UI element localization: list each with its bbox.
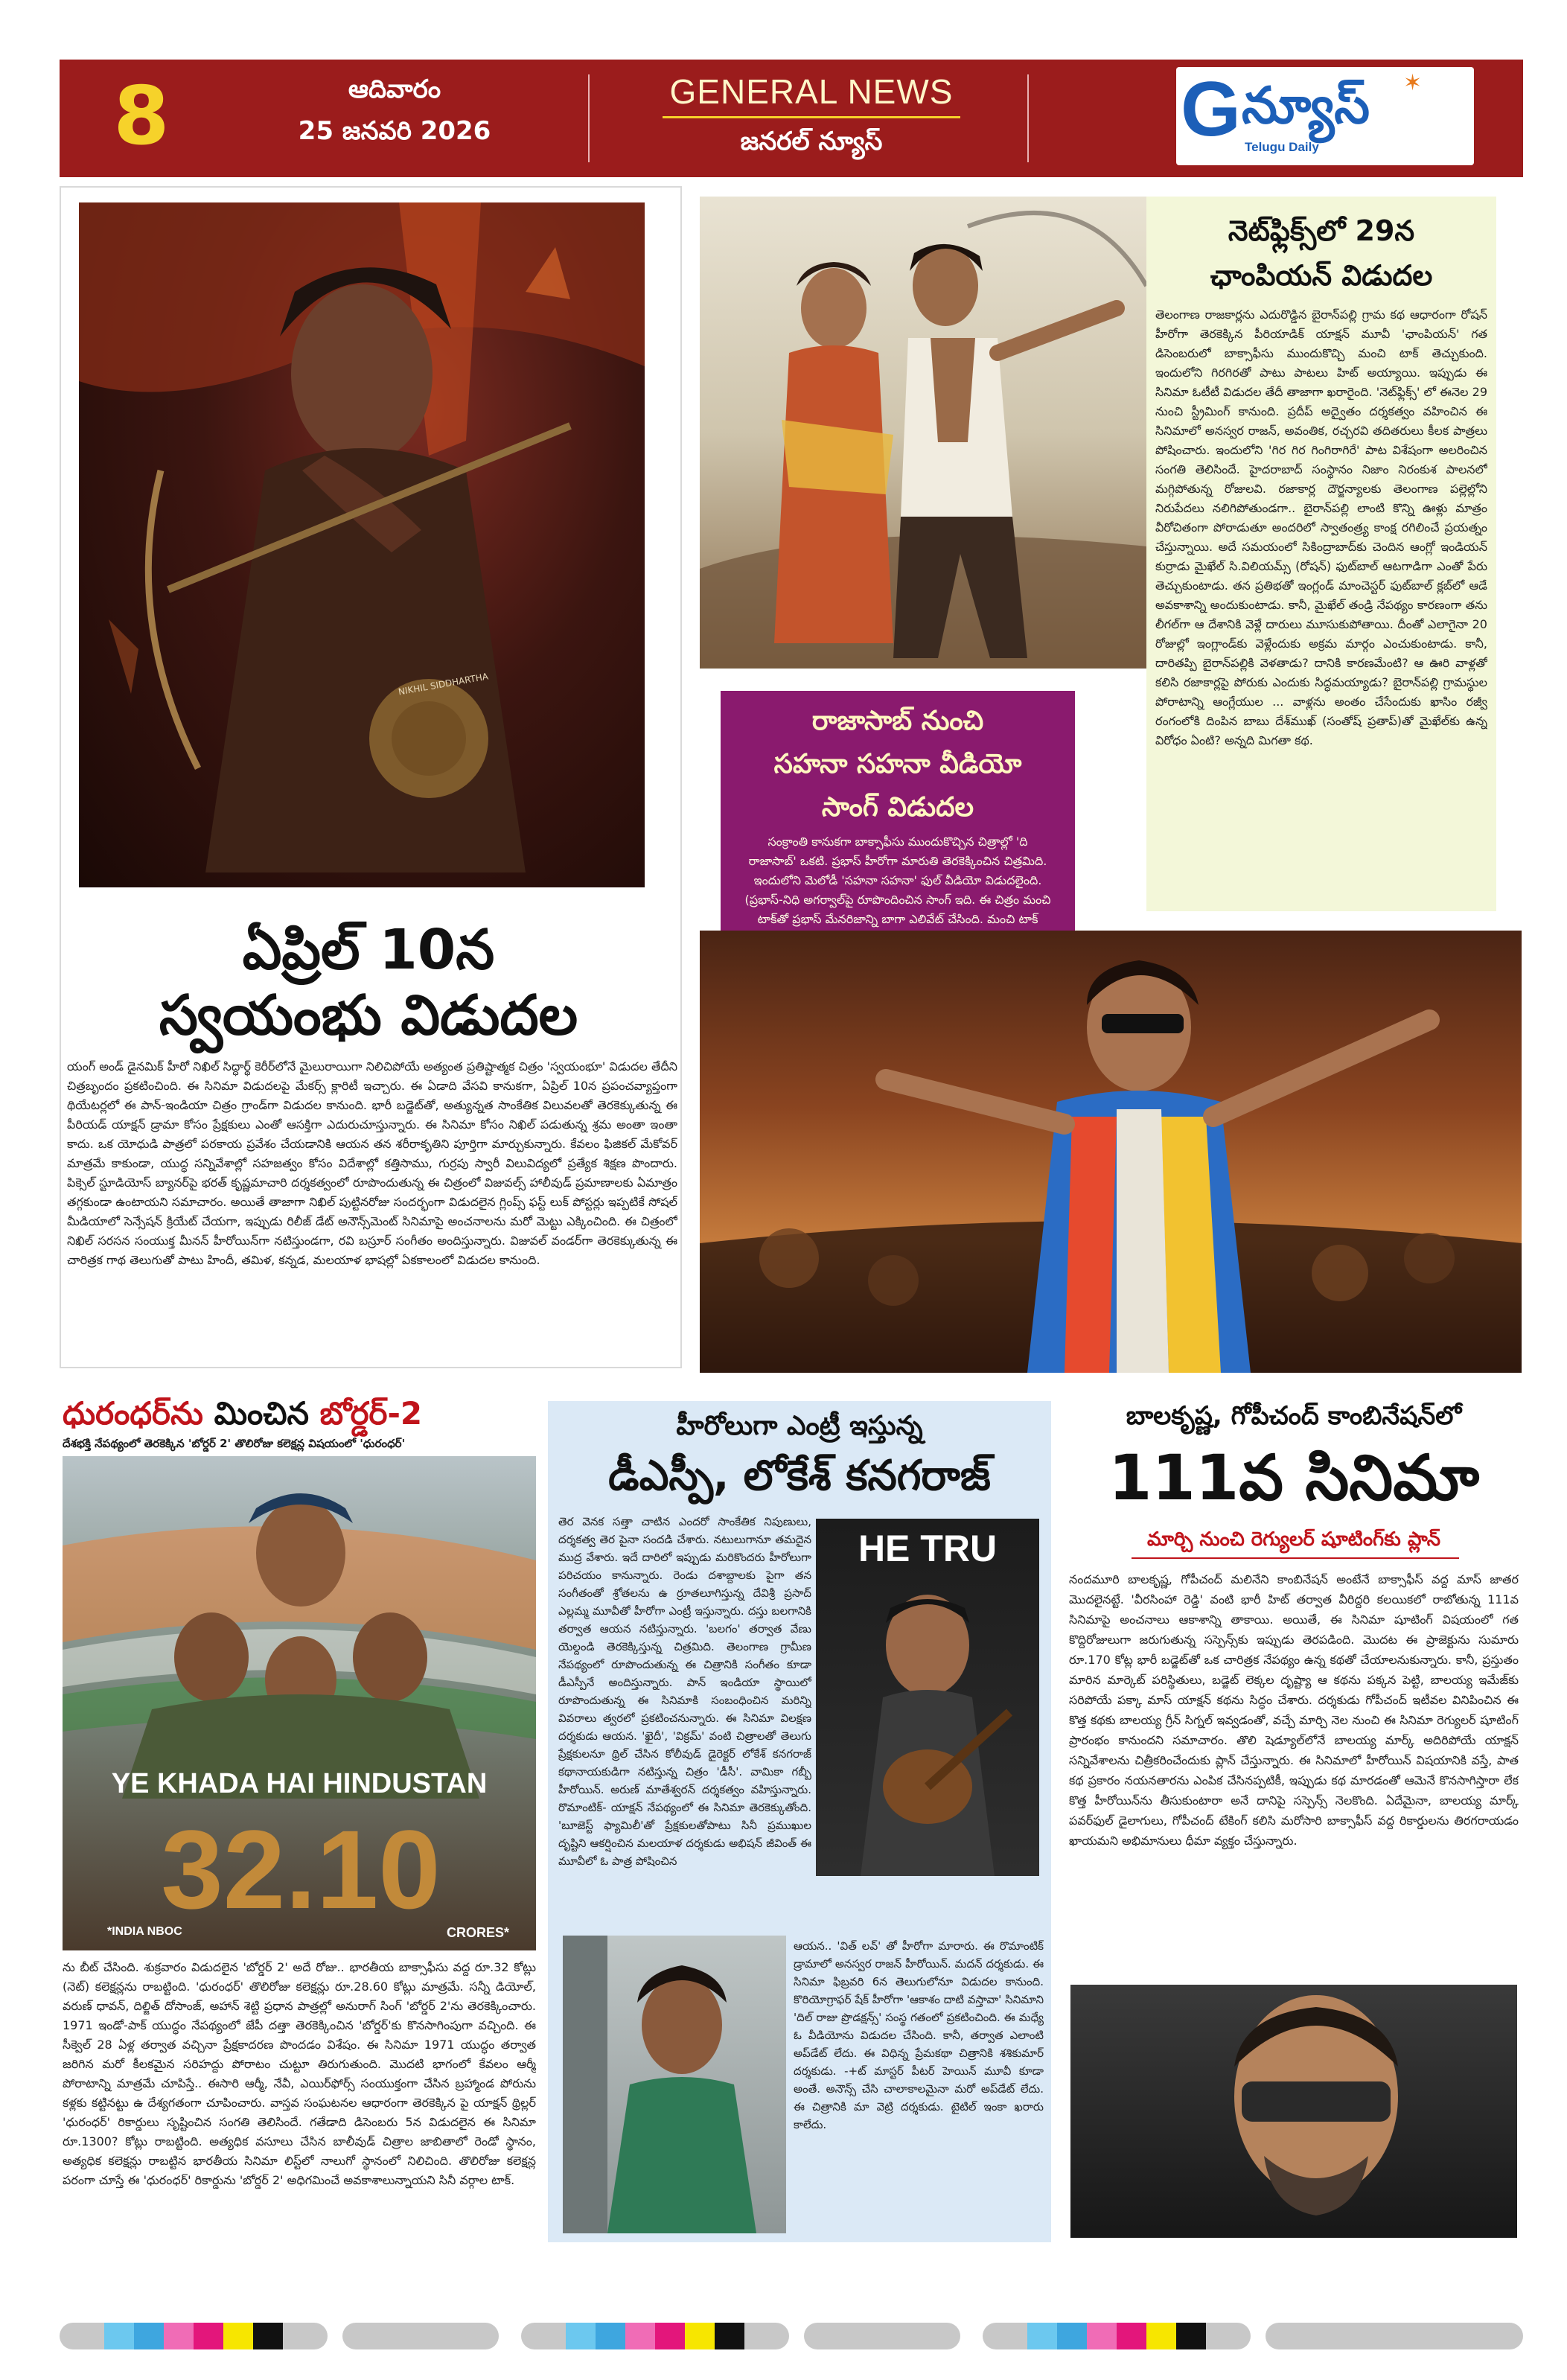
prabhas-dance-illustration — [700, 931, 1522, 1373]
strip-magenta-light — [1087, 2323, 1117, 2349]
logo-star-icon: ✶ — [1403, 70, 1423, 96]
strip-yellow — [1146, 2323, 1176, 2349]
border-poster-tagline: YE KHADA HAI HINDUSTAN — [111, 1768, 488, 1799]
swayambhu-body: యంగ్ అండ్ డైనమిక్ హీరో నిఖిల్ సిద్ధార్థ్ కెరీర్‌లోనే మైలురాయిగా నిలిచిపోయే అత్యంత ప్రతిష్టాత్మక చిత్రం 'స్వయంభూ' విడుదల తేదీని చిత్రబృందం ప్రకటించింది. ఈ సినిమా విడుదలపై మేకర్స్ క్లారిటీ ఇచ్చారు. ఈ ఏడాది వేసవి కానుకగా, ఏప్రిల్ 10న ప్రపంచవ్యాప్తంగా థియేటర్లలో ఈ పాన్-ఇండియా చిత్రం గ్రాండ్‌గా విడుదల కానుంది. భారీ బడ్జెట్‌తో, అత్యున్నత సాంకేతిక విలువలతో తెరకెక్కుతున్న ఈ పీరియడ్ యాక్షన్ డ్రామా కోసం ప్రేక్షకులు ఎంతో ఆసక్తిగా ఎదురుచూస్తున్నారు. ఈ సినిమా కోసం నిఖిల్ పడుతున్న శ్రమ అంతా ఇంతా కాదు. ఒక యోధుడి పాత్రలో పరకాయ ప్రవేశం చేయడానికి ఆయన తన శరీరాకృతిని పూర్తిగా మార్చుకున్నారు. కేవలం ఫిజికల్ మేకోవర్ మాత్రమే కాకుండా, యుద్ధ సన్నివేశాల్లో సహజత్వం కోసం విదేశాల్లో కత్తిసాము, గుర్రపు స్వారీ విలువిద్యలో ప్రత్యేక శిక్షణ పొందారు. పిక్సెల్ స్టూడియోస్ బ్యానర్‌పై భరత్ కృష్ణమాచారి దర్శకత్వంలో రూపొందుతున్న ఈ చిత్రంలో విజువల్స్ హాలీవుడ్ ప్రమాణాలకు ఏమాత్రం తగ్గకుండా ఉంటాయని సమాచారం. అయితే తాజాగా నిఖిల్ పుట్టినరోజు సందర్భంగా విడుదలైన గ్లింప్స్ ఫస్ట్ లుక్ పోస్టర్లు ఇప్పటికే సోషల్ మీడియాలో సెన్సేషన్ క్రియేట్ చేయగా, ఇప్పుడు రిలీజ్ డేట్ అనౌన్స్‌మెంట్ సినిమాపై అంచనాలను మరో మెట్టు ఎక్కించింది. ఈ చిత్రంలో నిఖిల్ సరసన సంయుక్త మీనన్ హీరోయిన్‌గా నటిస్తుండగా, రవి బస్రూర్ సంగీతం అందిస్తున్నారు. విజువల్ వండర్‌గా తెరకెక్కుతున్న ఈ చారిత్రక గాథ తెలుగుతో పాటు హిందీ, తమిళ, కన్నడ, మలయాళ భాషల్లో ఏకకాలంలో విడుదల కానుంది. — [67, 1059, 677, 1267]
strip-gray-bar — [1266, 2323, 1523, 2349]
strip-black — [253, 2323, 283, 2349]
border-poster-crores: CRORES* — [446, 1925, 509, 1940]
poster-signature: NIKHIL SIDDHARTHA — [398, 671, 489, 698]
warrior-archer-illustration — [79, 202, 645, 887]
champion-headline-line1: నెట్‌ఫ్లిక్స్‌లో 29న — [1228, 214, 1415, 247]
rajasaab-prabhas-image — [700, 931, 1522, 1373]
strip-gray-bar — [342, 2323, 499, 2349]
dsp-kicker: హీరోలుగా ఎంట్రీ ఇస్తున్న — [676, 1411, 923, 1441]
champion-still-image — [700, 197, 1146, 669]
strip-cyan-light — [1027, 2323, 1057, 2349]
strip-gray-bar — [744, 2323, 789, 2349]
section-label-telugu: జనరల్ న్యూస్ — [740, 127, 883, 156]
strip-magenta-light — [625, 2323, 655, 2349]
champion-body: తెలంగాణ రాజకార్లను ఎదురొడ్డిన బైరాన్‌పల్లి గ్రామ కథ ఆధారంగా రోషన్ హీరోగా తెరకెక్కిన పీరియాడిక్ యాక్షన్ మూవీ 'ఛాంపియన్' గత డిసెంబరులో బాక్సాఫీసు ముందుకొచ్చి మంచి టాక్ తెచ్చుకుంది. ఇందులోని గిరగిరతో పాటు పాటలు హిట్ అయ్యాయి. ఇప్పుడు ఈ సినిమా ఓటీటీ విడుదల తేదీ తాజాగా ఖరారైంది. 'నెట్‌ఫ్లిక్స్' లో ఈనెల 29 నుంచి స్ట్రీమింగ్ కానుంది. ప్రదీప్ అద్వైతం దర్శకత్వం వహించిన ఈ సినిమాలో అనస్వర రాజన్, అవంతిక, రచ్చరవి తదితరులు కీలక పాత్రలు పోషించారు. ఇందులోని 'గిర గిర గింగిరాగిరే' పాట విశేషంగా అలరించిన సంగతి తెలిసిందే. హైదరాబాద్ సంస్థానం నిజాం నిరంకుశ పాలనలో మగ్గిపోతున్న రోజులవి. రజాకార్ల దౌర్జన్యాలకు తెలంగాణ పల్లెల్లోని నిరుపేదలు నలిగిపోతుండగా.. బైరాన్‌పల్లి లాంటి కొన్ని ఊళ్లు మాత్రం వీరోచితంగా పోరాడుతూ అందరిలో స్వాతంత్ర్య కాంక్ష రగిలించే ప్రయత్నం చేస్తున్నాయి. అదే సమయంలో సికింద్రాబాద్‌కు చెందిన ఆంగ్లో ఇండియన్ కుర్రాడు మైఖేల్ సి.విలియమ్స్ (రోషన్) ఫుట్‌బాల్ ఆటగాడిగా ఎంతో పేరు తెచ్చుకుంటాడు. తన ప్రతిభతో ఇంగ్లండ్ మాంచెస్టర్ ఫుట్‌బాల్ క్లబ్‌లో ఆడే అవకాశాన్ని అందుకుంటాడు. కానీ, మైఖేల్ తండ్రి నేపథ్యం కారణంగా తను లీగల్‌గా ఆ దేశానికి వెళ్లే దారులు మూసుకుపోతాయి. దీంతో ఎలాగైనా 20 రోజుల్లో ఇంగ్లాండ్‌కు వెళ్లేందుకు అక్రమ మార్గం ఎంచుకుంటాడు. కానీ, దారితప్పి బైరాన్‌పల్లికి వెళతాడు? దానికి కారణమేంటి? ఆ ఊరి వాళ్లతో కలిసి రజాకార్లపై పోరుకు ఎందుకు సిద్ధమయ్యాడు? బైరాన్‌పల్లి గ్రామస్థుల పోరాటాన్ని ఆంగ్లేయుల ... వాళ్లను అంతం చేసేందుకు ఖాసిం రజ్వీ రంగంలోకి దింపిన బాబు దేశ్‌ముఖ్ (సంతోష్ ప్రతాప్)తో మైఖేల్‌కు ఉన్న విరోధం ఏంటి? అన్నది మిగతా కథ. — [1155, 307, 1487, 747]
border-headline-part3: బోర్డర్-2 — [319, 1395, 423, 1432]
balakrishna-portrait-illustration — [1070, 1985, 1517, 2238]
dsp-body-part2: ఆయన.. 'విత్ లవ్' తో హీరోగా మారారు. ఈ రొమాంటిక్ డ్రామాలో అనస్వర రాజన్ హీరోయిన్. మదన్ దర్శకుడు. ఈ సినిమా ఫిబ్రవరి 6న తెలుగులోనూ విడుదల కానుంది. కొరియోగ్రాఫర్ షేక్ హీరోగా 'ఆకాశం దాటి వస్తావా' సినిమాని 'దిల్ రాజు ప్రొడక్షన్స్' సంస్థ గతంలో ప్రకటించింది. ఈ మధ్యే ఓ వీడియోను విడుదల చేసింది. కానీ, తర్వాత ఎలాంటి అప్‌డేట్ లేదు. ఈ విధిన్న ప్రేమకథా చిత్రానికి శశికుమార్ దర్శకుడు. -+ట్ మాస్టర్ పీటర్ హెయిన్ మూవీ కూడా అంతే. అనౌన్స్ చేసి చాలాకాలమైనా మరో అప్‌డేట్ లేదు. ఈ చిత్రానికి మా వెట్రి దర్శకుడు. టైటిల్ ఇంకా ఖరారు కాలేదు. — [794, 1939, 1044, 2131]
nbk-body: నందమూరి బాలకృష్ణ, గోపీచంద్ మలినేని కాంబినేషన్ అంటేనే బాక్సాఫీస్ వద్ద మాస్ జాతర మొదలైనట్టే. 'వీరసింహా రెడ్డి' వంటి భారీ హిట్ తర్వాత వీరిద్దరి కలయికలో రాబోతున్న 111వ సినిమాపై అంచనాలు ఆకాశాన్ని తాకాయి. అయితే, ఈ సినిమా షూటింగ్ విషయంలో గత కొద్దిరోజులుగా జరుగుతున్న సస్పెన్స్‌కు ఇప్పుడు తెరపడింది. మొదట ఈ ప్రాజెక్టును సుమారు రూ.170 కోట్ల భారీ బడ్జెట్‌తో ఒక చారిత్రక నేపథ్యం ఉన్న కథతో చేయాలనుకున్నారు. కానీ, ప్రస్తుతం మారిన మార్కెట్ పరిస్థితులు, బడ్జెట్ లెక్కల దృష్ట్యా ఆ కథను పక్కన పెట్టి, బాలయ్య ఇమేజ్‌కు సరిపోయే పక్కా మాస్ యాక్షన్ కథను సిద్ధం చేశారు. దర్శకుడు గోపీచంద్ ఇటీవల వినిపించిన ఈ కొత్త కథకు బాలయ్య గ్రీన్ సిగ్నల్ ఇవ్వడంతో, వచ్చే మార్చి నెల నుంచి ఈ సినిమా రెగ్యులర్ షూటింగ్ ప్రారంభం కానుందని సమాచారం. తొలి షెడ్యూల్‌లోనే బాలయ్య మార్క్ అదిరిపోయే యాక్షన్ సన్నివేశాలను చిత్రీకరించేందుకు ప్లాన్ చేస్తున్నారు. ఈ సినిమాలో హీరోయిన్ విషయానికి వస్తే, పాత కథ ప్రకారం నయనతారను ఎంపిక చేసినప్పటికీ, ఇప్పుడు కథ మారడంతో ఆమెనే కొనసాగిస్తారా లేక కొత్త హీరోయిన్‌ను తీసుకుంటారా అనే దానిపై సస్పెన్స్ నెలకొంది. ఏదేమైనా, బాలయ్య మార్క్ పవర్‌ఫుల్ డైలాగులు, గోపీచంద్ టేకింగ్ కలిసి మరోసారి బాక్సాఫీస్ వద్ద రికార్డులను తిరగరాయడం ఖాయమని అభిమానులు ధీమా వ్యక్తం చేస్తున్నారు. — [1069, 1572, 1519, 1848]
section-label — [640, 68, 983, 165]
champion-headline-line2: ఛాంపియన్ విడుదల — [1210, 259, 1433, 292]
nbk-headline: 111వ సినిమా — [1108, 1441, 1480, 1514]
border-headline-part2: మించిన — [214, 1395, 309, 1432]
strip-cyan-dark — [1057, 2323, 1087, 2349]
strip-black — [715, 2323, 744, 2349]
strip-cyan-light — [566, 2323, 596, 2349]
strip-magenta-dark — [655, 2323, 685, 2349]
balakrishna-photo-image — [1070, 1985, 1517, 2238]
swayambhu-headline — [74, 917, 663, 1051]
swayambhu-headline-line1: ఏప్రిల్ 10న — [242, 918, 495, 982]
rajasaab-headline — [728, 700, 1067, 831]
rajasaab-headline-line1: రాజాసాబ్ నుంచి — [811, 706, 984, 736]
strip-yellow — [223, 2323, 253, 2349]
strip-cyan-dark — [596, 2323, 625, 2349]
dsp-headline: డీఎస్పీ, లోకేశ్ కనగరాజ్ — [608, 1452, 991, 1500]
border-subhead: దేశభక్తి నేపథ్యంలో తెరకెక్కిన 'బోర్డర్ 2' తొలిరోజు కలెక్షన్ల విషయంలో 'ధురంధర్' — [63, 1437, 406, 1450]
dateline-date: 25 జనవరి 2026 — [298, 116, 491, 146]
section-label-english: GENERAL NEWS — [669, 72, 954, 111]
nbk-subhead: మార్చి నుంచి రెగ్యులర్ షూటింగ్‌కు ప్లాన్ — [1147, 1528, 1440, 1551]
swayambhu-poster-image — [79, 202, 645, 887]
dateline — [253, 68, 536, 165]
rajasaab-body: సంక్రాంతి కానుకగా బాక్సాఫీసు ముందుకొచ్చిన చిత్రాల్లో 'ది రాజాసాబ్' ఒకటి. ప్రభాస్ హీరోగా మారుతి తెరకెక్కించిన చిత్రమిది. ఇందులోని మెలోడీ 'సహనా సహనా' ఫుల్ వీడియో విడుదలైంది. (ప్రభాస్-నిధి అగర్వాల్‌పై రూపొందించిన సాంగ్ ఇది. ఈ చిత్రం మంచి టాక్‌తో ప్రభాస్ మేనరిజాన్ని బాగా ఎలివేట్ చేసింది. మంచి టాక్ — [744, 835, 1051, 926]
page-number: 8 — [113, 70, 170, 163]
dsp-with-guitar-illustration — [816, 1519, 1039, 1876]
lokesh-portrait-illustration — [563, 1936, 786, 2233]
section-underline — [663, 116, 960, 118]
strip-magenta-dark — [194, 2323, 223, 2349]
dsp-body-part1: తెర వెనక సత్తా చాటిన ఎందరో సాంకేతిక నిపుణులు, దర్శకత్వ తెర పైనా సందడి చేశారు. నటులుగానూ తమదైన ముద్ర వేశారు. ఇదే దారిలో ఇప్పుడు మరికొందరు హీరోలుగా పరిచయం కానున్నారు. రెండు దశాబ్దాలకు పైగా తన సంగీతంతో శ్రోతలను ఉ ర్రూతలూగిస్తున్న దేవిశ్రీ ప్రసాద్ ఎల్లమ్మ మూవీతో హీరోగా ఎంట్రీ ఇస్తున్నారు. దస్తు బలగానికి తర్వాత ఆయన నటిస్తున్నారు. 'బలగం' తర్వాత వేణు యెల్దండి తెరకెక్కిస్తున్న చిత్రమిది. తెలంగాణ గ్రామీణ నేపథ్యంలో రూపొందుతున్న ఈ చిత్రానికి సంగీతం కూడా డీఎస్పీనే అందిస్తున్నారు. పాన్ ఇండియా స్థాయిలో రూపొందుతున్న ఈ సినిమాకి సంబంధించిన మరిన్ని వివరాలు త్వరలో ప్రకటించనున్నారు. ఈ సినిమా విలక్షణ దర్శకుడు ఆయన. 'ఖైదీ', 'విక్రమ్' వంటి చిత్రాలతో తెలుగు ప్రేక్షకులనూ థ్రిల్ చేసిన కోలీవుడ్ డైరెక్టర్ లోకేశ్ కనగరాజ్ కథానాయకుడిగా నటిస్తున్న చిత్రం 'డీసీ'. వామికా గబ్బీ హీరోయిన్. అరుణ్ మాతేశ్వరన్ దర్శకత్వం వహిస్తున్నారు. రొమాంటిక్- యాక్షన్ నేపథ్యంలో ఈ సినిమా తెరకెక్కుతోంది. 'బూజెస్ట్ ఫ్యామిలీ'తో ప్రేక్షకులతోపాటు సినీ ప్రముఖుల దృష్టిని ఆకర్షించిన మలయాళ దర్శకుడు అభిషన్ జీవింత్ ఈ మూవీలో ఓ పాత్ర పోషించిన — [558, 1515, 811, 1868]
swayambhu-headline-line2: స్వయంభు విడుదల — [159, 983, 578, 1047]
strip-yellow — [685, 2323, 715, 2349]
logo-tagline: Telugu Daily — [1245, 140, 1319, 154]
strip-cyan-light — [104, 2323, 134, 2349]
nbk-subhead-underline — [1132, 1557, 1459, 1559]
rajasaab-headline-line3: సాంగ్ విడుదల — [821, 792, 974, 823]
strip-gray-bar — [804, 2323, 960, 2349]
strip-cyan-dark — [134, 2323, 164, 2349]
strip-magenta-dark — [1117, 2323, 1146, 2349]
champion-headline — [1154, 208, 1489, 305]
strip-magenta-light — [164, 2323, 194, 2349]
strip-gray-bar — [1206, 2323, 1251, 2349]
border-body: ను బీట్ చేసింది. శుక్రవారం విడుదలైన 'బోర్డర్ 2' అదే రోజు.. భారతీయ బాక్సాఫీసు వద్ద రూ.32 కోట్లు (నెట్) కలెక్షన్లను రాబట్టింది. 'ధురంధర్' తొలిరోజు కలెక్షన్లు రూ.28.60 కోట్లు మాత్రమే. సన్నీ డియోల్, వరుణ్ ధావన్, దిల్జిత్ దోసాంజ్, అహాన్ శెట్టి ప్రధాన పాత్రల్లో అనురాగ్ సింగ్ 'బోర్డర్ 2'ను తెరకెక్కించారు. 1971 ఇండో-పాక్ యుద్ధం నేపథ్యంలో జేపీ దత్తా తెరకెక్కించిన 'బోర్డర్'కు కొనసాగింపుగా వచ్చింది. ఈ సీక్వెల్ 28 ఏళ్ల తర్వాత వచ్చినా ప్రేక్షకాదరణ పొందడం విశేషం. ఈ సినిమా 1971 యుద్ధం తర్వాత జరిగిన మరో కీలకమైన సరిహద్దు పోరాటం చుట్టూ తిరుగుతుంది. మొదటి భాగంలో కేవలం ఆర్మీ పోరాటాన్ని మాత్రమే చూపిస్తే.. ఈసారి ఆర్మీ, నేవీ, ఎయిర్‌ఫోర్స్ సంయుక్తంగా చేసిన బ్రహ్మాండ పోరును కళ్లకు కట్టినట్టు ఉ దేశ్యగతంగా చూపించారు. వాస్తవ సంఘటనల ఆధారంగా తెరకెక్కిన పై యాక్షన్ థ్రిల్లర్ 'ధురంధర్' రికార్డులు సృష్టించిన సంగతి తెలిసిందే. గతేడాది డిసెంబరు 5న విడుదలైన ఈ సినిమా రూ.1300? కోట్లు రాబట్టింది. అత్యధిక వసూలు చేసిన బాలీవుడ్ చిత్రాల జాబితాలో రెండో స్థానం, అత్యధిక కలెక్షన్లు రాబట్టిన భారతీయ సినిమా లిస్ట్‌లో నాలుగో స్థానంలో నిలిచింది. తొలిరోజు కలెక్షన్ల పరంగా చూస్తే ఈ 'ధురంధర్' రికార్డును 'బోర్డర్ 2' అధిగమించే అవకాశాలున్నాయని సినీ వర్గాల టాక్. — [63, 1960, 536, 2187]
strip-black — [1176, 2323, 1206, 2349]
nbk-kicker: బాలకృష్ణ, గోపీచంద్ కాంబినేషన్‌లో — [1126, 1401, 1462, 1431]
strip-gray-bar — [283, 2323, 328, 2349]
lokesh-photo-image — [563, 1936, 786, 2233]
border-headline-part1: ధురంధర్‌ను — [63, 1395, 203, 1432]
border-poster-figure: 32.10 — [161, 1807, 441, 1932]
strip-gray-bar — [983, 2323, 1027, 2349]
masthead-divider — [588, 74, 590, 162]
logo-wordmark: న్యూస్ — [1242, 77, 1370, 135]
masthead-divider — [1027, 74, 1029, 162]
champion-dancing-couple-illustration — [700, 197, 1146, 669]
strip-gray-bar — [521, 2323, 566, 2349]
border-headline — [63, 1394, 539, 1434]
dsp-photo-backdrop-text: HE TRU — [858, 1528, 998, 1569]
strip-gray-bar — [60, 2323, 104, 2349]
rajasaab-headline-line2: సహనా సహనా వీడియో — [773, 749, 1022, 779]
border-poster-caption: *INDIA NBOC — [107, 1925, 182, 1938]
logo-letter: G — [1181, 66, 1241, 153]
dateline-day: ఆదివారం — [348, 74, 441, 104]
border-2-poster-image — [63, 1456, 536, 1950]
dsp-photo-image — [816, 1519, 1039, 1876]
